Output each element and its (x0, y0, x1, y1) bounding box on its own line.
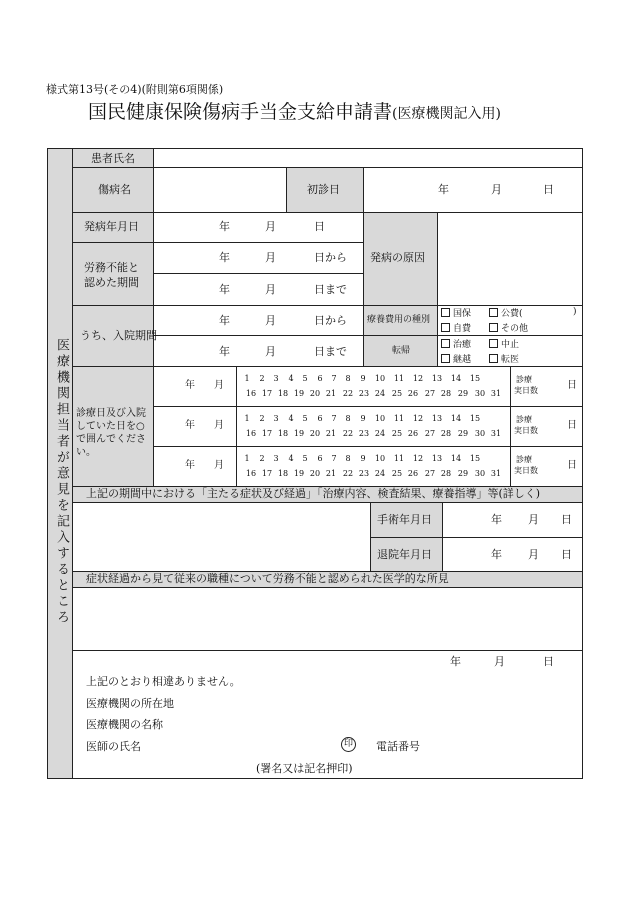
hosp-from-month: 月 (265, 314, 276, 327)
day-number[interactable]: 27 (424, 469, 436, 478)
day-number[interactable]: 9 (360, 374, 366, 383)
actual-days-label-1: 診療 (516, 415, 532, 424)
day-number[interactable]: 8 (345, 414, 351, 423)
outcome-option-label: 継越 (453, 355, 472, 365)
day-number[interactable]: 17 (261, 429, 273, 438)
day-number[interactable]: 14 (450, 454, 462, 463)
checkbox-icon (441, 308, 450, 317)
first-visit-day: 日 (543, 183, 554, 196)
care-cost-option-label: その他 (501, 324, 529, 334)
onset-date-label: 発病年月日 (84, 220, 139, 233)
incapacity-period-label: 労務不能と認めた期間 (84, 261, 139, 289)
day-number[interactable]: 23 (358, 469, 370, 478)
grid-line (72, 242, 363, 243)
day-number[interactable]: 25 (391, 469, 403, 478)
day-number[interactable]: 4 (288, 414, 294, 423)
grid-line (72, 650, 583, 651)
actual-days-label-1: 診療 (516, 455, 532, 464)
first-visit-label: 初診日 (307, 183, 340, 196)
actual-days-unit: 日 (567, 460, 577, 471)
institution-address-label: 医療機関の所在地 (86, 697, 174, 710)
outcome-option-continued[interactable] (441, 354, 471, 365)
day-number[interactable]: 21 (325, 469, 337, 478)
onset-cause-field[interactable] (438, 213, 582, 305)
care-cost-close-paren: ) (573, 307, 577, 317)
visit-month-month: 月 (214, 460, 224, 471)
actual-days-label-2: 実日数 (514, 466, 538, 475)
day-number[interactable]: 27 (424, 429, 436, 438)
visit-month-year: 年 (185, 420, 195, 431)
day-number[interactable]: 21 (325, 429, 337, 438)
day-number[interactable]: 23 (358, 429, 370, 438)
discharge-month: 月 (528, 548, 539, 561)
grid-line (72, 305, 583, 306)
day-number[interactable]: 21 (325, 389, 337, 398)
first-visit-year: 年 (438, 183, 449, 196)
incapacity-to-year: 年 (219, 283, 230, 296)
day-number[interactable]: 30 (474, 469, 486, 478)
grid-line (153, 446, 583, 447)
grid-line (72, 366, 583, 367)
day-number[interactable]: 10 (374, 454, 386, 463)
day-number[interactable]: 31 (490, 469, 502, 478)
day-number[interactable]: 4 (288, 374, 294, 383)
care-cost-option-label: 国保 (453, 309, 472, 319)
day-number[interactable]: 2 (259, 414, 265, 423)
day-number[interactable]: 16 (245, 389, 257, 398)
phone-label: 電話番号 (376, 740, 420, 753)
day-number[interactable]: 29 (457, 429, 469, 438)
day-number[interactable]: 11 (393, 374, 405, 383)
disease-label: 傷病名 (98, 183, 131, 196)
discharge-year: 年 (491, 548, 502, 561)
day-number[interactable]: 25 (391, 429, 403, 438)
day-number[interactable]: 8 (345, 454, 351, 463)
day-number[interactable]: 26 (407, 389, 419, 398)
day-number[interactable]: 6 (317, 454, 323, 463)
day-number[interactable]: 30 (474, 389, 486, 398)
day-number[interactable]: 3 (273, 414, 279, 423)
day-number[interactable]: 1 (244, 374, 250, 383)
onset-date-field[interactable] (154, 213, 363, 242)
day-number[interactable]: 4 (288, 454, 294, 463)
checkbox-icon (489, 323, 498, 332)
checkbox-icon (489, 308, 498, 317)
border-line (47, 778, 583, 779)
day-number[interactable]: 12 (412, 414, 424, 423)
day-number[interactable]: 2 (259, 454, 265, 463)
visit-month-month: 月 (214, 380, 224, 391)
actual-days-label-1: 診療 (516, 375, 532, 384)
institution-name-label: 医療機関の名称 (86, 718, 163, 731)
day-number[interactable]: 20 (309, 469, 321, 478)
checkbox-icon (489, 339, 498, 348)
day-number[interactable]: 15 (469, 374, 481, 383)
visit-days-label: 診療日及び入院していた日を○で囲んでください。 (76, 408, 146, 458)
hosp-from-suffix: 日から (314, 314, 347, 327)
care-cost-label: 療養費用の種別 (367, 315, 431, 325)
discharge-date-label: 退院年月日 (377, 548, 432, 561)
outcome-option-transfer[interactable] (489, 354, 519, 365)
day-number[interactable]: 8 (345, 374, 351, 383)
day-number[interactable]: 24 (374, 389, 386, 398)
visit-month-year: 年 (185, 380, 195, 391)
outcome-option-label: 治癒 (453, 340, 472, 350)
first-visit-month: 月 (491, 183, 502, 196)
actual-days-unit: 日 (567, 380, 577, 391)
day-number[interactable]: 1 (244, 454, 250, 463)
care-cost-option-other[interactable] (489, 323, 528, 334)
day-number[interactable]: 23 (358, 389, 370, 398)
outcome-option-stopped[interactable] (489, 339, 519, 350)
discharge-day: 日 (561, 548, 572, 561)
checkbox-icon (441, 354, 450, 363)
outcome-option-cured[interactable] (441, 339, 471, 350)
day-number[interactable]: 19 (293, 429, 305, 438)
opinion-field[interactable] (73, 588, 582, 650)
day-number[interactable]: 5 (302, 454, 308, 463)
opinion-header: 症状経過から見て従来の職種について労務不能と認められた医学的な所見 (86, 572, 449, 585)
day-number[interactable]: 24 (374, 469, 386, 478)
checkbox-icon (441, 339, 450, 348)
hosp-from-year: 年 (219, 314, 230, 327)
visit-month-month: 月 (214, 420, 224, 431)
actual-days-label-2: 実日数 (514, 426, 538, 435)
day-number[interactable]: 29 (457, 389, 469, 398)
day-number[interactable]: 9 (360, 454, 366, 463)
day-number[interactable]: 27 (424, 389, 436, 398)
day-number[interactable]: 2 (259, 374, 265, 383)
grid-line (370, 502, 371, 571)
day-number[interactable]: 20 (309, 389, 321, 398)
symptoms-header: 上記の期間中における「主たる症状及び経過」「治療内容、検査結果、療養指導」等(詳しく) (86, 487, 541, 500)
border-line (582, 148, 583, 779)
actual-days-label-2: 実日数 (514, 386, 538, 395)
certify-day: 日 (543, 655, 554, 668)
day-number[interactable]: 13 (431, 414, 443, 423)
hosp-to-year: 年 (219, 345, 230, 358)
day-number[interactable]: 15 (469, 414, 481, 423)
day-number[interactable]: 10 (374, 374, 386, 383)
day-number[interactable]: 9 (360, 414, 366, 423)
day-number[interactable]: 12 (412, 454, 424, 463)
day-number[interactable]: 17 (261, 389, 273, 398)
day-number[interactable]: 11 (393, 414, 405, 423)
surgery-year: 年 (491, 513, 502, 526)
day-number[interactable]: 20 (309, 429, 321, 438)
patient-name-label: 患者氏名 (91, 152, 135, 165)
hosp-to-month: 月 (265, 345, 276, 358)
patient-name-field[interactable] (154, 149, 582, 167)
grid-line (236, 366, 237, 486)
day-number[interactable]: 13 (431, 454, 443, 463)
day-number[interactable]: 15 (469, 454, 481, 463)
day-number[interactable]: 30 (474, 429, 486, 438)
day-number[interactable]: 14 (450, 374, 462, 383)
day-number[interactable]: 26 (407, 469, 419, 478)
disease-field[interactable] (154, 168, 286, 212)
day-number[interactable]: 18 (277, 429, 289, 438)
incapacity-to-suffix: 日まで (314, 283, 347, 296)
day-number[interactable]: 16 (245, 469, 257, 478)
checkbox-icon (441, 323, 450, 332)
outcome-option-label: 中止 (501, 340, 520, 350)
care-cost-option-label: 自費 (453, 324, 472, 334)
hosp-to-suffix: 日まで (314, 345, 347, 358)
form-title-main: 国民健康保険傷病手当金支給申請書 (88, 101, 393, 123)
grid-line (286, 167, 287, 212)
day-number[interactable]: 11 (393, 454, 405, 463)
certify-text: 上記のとおり相違ありません。 (86, 675, 241, 688)
care-cost-option-kohi[interactable] (489, 308, 523, 319)
day-number[interactable]: 22 (342, 469, 354, 478)
day-number[interactable]: 28 (440, 429, 452, 438)
incapacity-to-month: 月 (265, 283, 276, 296)
incapacity-from-suffix: 日から (314, 251, 347, 264)
day-number[interactable]: 28 (440, 389, 452, 398)
grid-line (153, 406, 583, 407)
day-number[interactable]: 16 (245, 429, 257, 438)
day-number[interactable]: 5 (302, 414, 308, 423)
day-number[interactable]: 6 (317, 374, 323, 383)
day-number[interactable]: 10 (374, 414, 386, 423)
day-number[interactable]: 22 (342, 429, 354, 438)
checkbox-icon (489, 354, 498, 363)
day-number[interactable]: 7 (331, 374, 337, 383)
day-number[interactable]: 28 (440, 469, 452, 478)
day-number[interactable]: 22 (342, 389, 354, 398)
side-label: 医療機関担当者が意見を記入するところ (54, 338, 69, 626)
certify-year: 年 (450, 655, 461, 668)
grid-line (153, 335, 583, 336)
onset-year: 年 (219, 220, 230, 233)
form-number: 様式第13号(その4)(附則第6項関係) (46, 83, 224, 96)
day-number[interactable]: 7 (331, 454, 337, 463)
day-number[interactable]: 18 (277, 469, 289, 478)
day-number[interactable]: 1 (244, 414, 250, 423)
incapacity-from-month: 月 (265, 251, 276, 264)
actual-days-unit: 日 (567, 420, 577, 431)
seal-mark: 印 (343, 739, 353, 749)
surgery-day: 日 (561, 513, 572, 526)
care-cost-option-label: 公費( (501, 309, 523, 319)
form-title (88, 103, 501, 122)
seal-icon (341, 737, 356, 752)
symptoms-field[interactable] (73, 503, 370, 571)
day-number[interactable]: 5 (302, 374, 308, 383)
day-number[interactable]: 3 (273, 374, 279, 383)
day-number[interactable]: 25 (391, 389, 403, 398)
day-number[interactable]: 12 (412, 374, 424, 383)
onset-cause-label: 発病の原因 (370, 251, 425, 264)
grid-line (153, 273, 363, 274)
outcome-option-label: 転医 (501, 355, 520, 365)
day-number[interactable]: 3 (273, 454, 279, 463)
outcome-label: 転帰 (392, 346, 411, 356)
day-number[interactable]: 13 (431, 374, 443, 383)
day-number[interactable]: 31 (490, 389, 502, 398)
day-number[interactable]: 19 (293, 389, 305, 398)
signature-note: (署名又は記名押印) (256, 762, 353, 775)
care-cost-option-jihi[interactable] (441, 323, 471, 334)
grid-line (510, 366, 511, 486)
hospitalization-label: うち、入院期間 (80, 329, 157, 342)
onset-month: 月 (265, 220, 276, 233)
surgery-month: 月 (528, 513, 539, 526)
day-number[interactable]: 29 (457, 469, 469, 478)
day-number[interactable]: 7 (331, 414, 337, 423)
doctor-name-label: 医師の氏名 (86, 740, 141, 753)
day-number[interactable]: 24 (374, 429, 386, 438)
form-title-sub: (医療機関記入用) (392, 106, 501, 122)
day-number[interactable]: 26 (407, 429, 419, 438)
day-number[interactable]: 18 (277, 389, 289, 398)
incapacity-from-year: 年 (219, 251, 230, 264)
day-number[interactable]: 6 (317, 414, 323, 423)
onset-day: 日 (314, 220, 325, 233)
certify-month: 月 (494, 655, 505, 668)
care-cost-option-kokuho[interactable] (441, 308, 471, 319)
border-line (47, 148, 48, 779)
day-number[interactable]: 31 (490, 429, 502, 438)
visit-month-year: 年 (185, 460, 195, 471)
surgery-date-label: 手術年月日 (377, 513, 432, 526)
day-number[interactable]: 19 (293, 469, 305, 478)
day-number[interactable]: 17 (261, 469, 273, 478)
day-number[interactable]: 14 (450, 414, 462, 423)
